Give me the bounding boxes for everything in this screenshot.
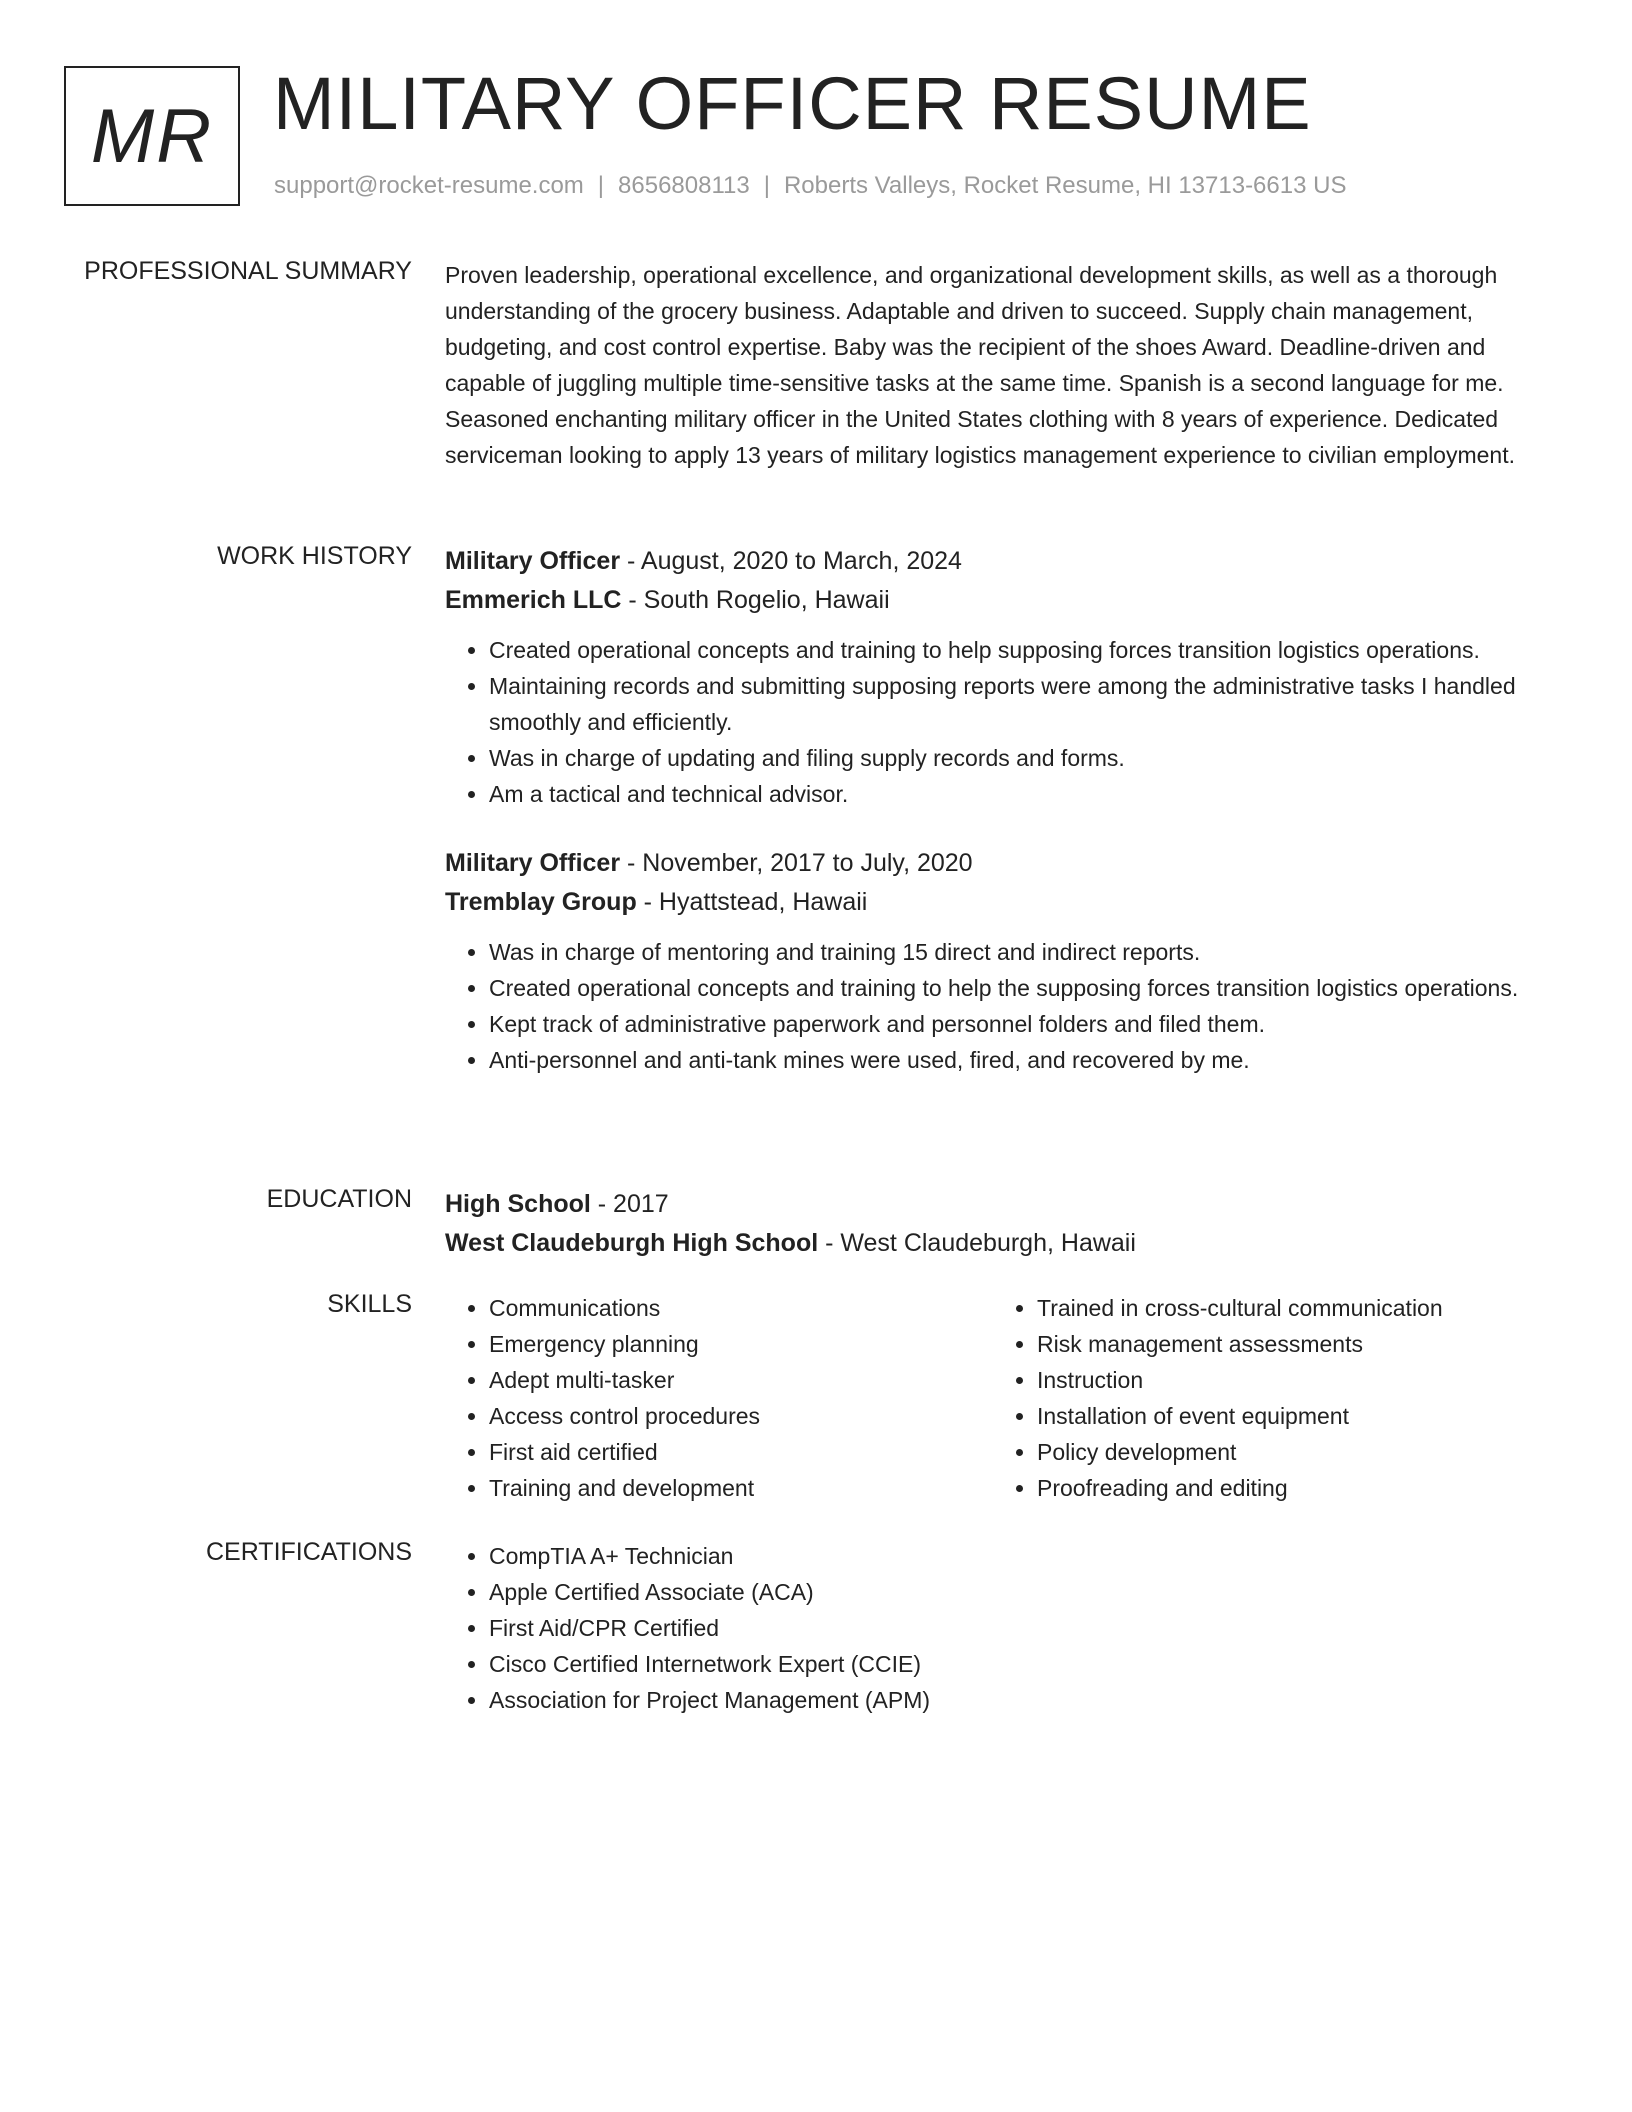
skills-body [445,1290,1545,1506]
job-title-line [445,542,1545,581]
job-location: - Hyattstead, Hawaii [636,888,868,916]
skills-columns [445,1290,1545,1506]
summary-body [445,257,1545,473]
skill-item: • Instruction [1037,1362,1541,1398]
job-dates: - November, 2017 to July, 2020 [620,849,973,877]
job-title: Military Officer [445,547,621,575]
skill-item: • Emergency planning [489,1326,993,1362]
job-company: Emmerich LLC [445,586,622,614]
certification-item: • First Aid/CPR Certified [489,1610,1545,1646]
certifications-body [445,1538,1545,1718]
job-bullet: • Kept track of administrative paperwork and personnel folders and filed them. [489,1006,1545,1042]
education-degree: High School [445,1190,591,1218]
job-title-line [445,844,1545,883]
section-label-summary: PROFESSIONAL SUMMARY [84,257,412,285]
job-company-line [445,581,1545,620]
skill-item: • Adept multi-tasker [489,1362,993,1398]
job-dates: - August, 2020 to March, 2024 [620,547,962,575]
skill-item: • Risk management assessments [1037,1326,1541,1362]
contact-line [274,172,1346,200]
resume-header [64,62,1564,216]
job-entry [445,542,1545,812]
skill-item: • Trained in cross-cultural communication [1037,1290,1541,1326]
section-label-skills: SKILLS [327,1290,412,1318]
job-bullet: • Am a tactical and technical advisor. [489,776,1545,812]
skills-list-right [993,1290,1541,1506]
education-body [445,1185,1545,1263]
contact-separator: | [597,172,605,199]
job-bullet: • Was in charge of updating and filing supply records and forms. [489,740,1545,776]
skills-list-left [445,1290,993,1506]
job-location: - South Rogelio, Hawaii [621,586,890,614]
skill-item: • Policy development [1037,1434,1541,1470]
skill-item: • Installation of event equipment [1037,1398,1541,1434]
certification-item: • CompTIA A+ Technician [489,1538,1545,1574]
skill-item: • Access control procedures [489,1398,993,1434]
job-bullet: • Maintaining records and submitting supposing reports were among the administrative tasks I handled smoothly and efficiently. [489,668,1545,740]
job-bullet: • Created operational concepts and training to help the supposing forces transition logistics operations. [489,970,1545,1006]
job-bullets [445,934,1545,1078]
certification-item: • Apple Certified Associate (ACA) [489,1574,1545,1610]
contact-separator: | [763,172,770,199]
contact-email[interactable]: support@rocket-resume.com [274,172,584,199]
skill-item: • Communications [489,1290,993,1326]
contact-address: Roberts Valleys, Rocket Resume, HI 13713-6613 US [783,172,1347,199]
job-company: Tremblay Group [445,888,637,916]
job-bullets [445,632,1545,812]
section-label-certifications: CERTIFICATIONS [205,1538,412,1566]
skill-item: • Proofreading and editing [1037,1470,1541,1506]
summary-text: Proven leadership, operational excellence, and organizational development skills, as well as a thorough understanding of the grocery business. Adaptable and driven to succeed. Supply chain management, budgeting, and cost control expertise. Baby was the recipient of the shoes Award. Deadline-driven and capable of juggling multiple time-sensitive tasks at the same time. Spanish is a second language for me. Seasoned enchanting military officer in the United States clothing with 8 years of experience. Dedicated serviceman looking to apply 13 years of military logistics management experience to civilian employment. [445,262,1515,468]
job-company-line [445,883,1545,922]
skill-item: • Training and development [489,1470,993,1506]
certification-item: • Association for Project Management (APM) [489,1682,1545,1718]
job-bullet: • Created operational concepts and training to help supposing forces transition logistics operations. [489,632,1545,668]
certifications-list [445,1538,1545,1718]
certification-item: • Cisco Certified Internetwork Expert (CCIE) [489,1646,1545,1682]
education-school: West Claudeburgh High School [445,1229,819,1257]
job-entry [445,844,1545,1078]
contact-phone[interactable]: 8656808113 [618,172,750,199]
section-label-work-history: WORK HISTORY [217,542,412,570]
skill-item: • First aid certified [489,1434,993,1470]
job-bullet: • Anti-personnel and anti-tank mines were used, fired, and recovered by me. [489,1042,1545,1078]
work-history-body [445,542,1545,1078]
job-bullet: • Was in charge of mentoring and training 15 direct and indirect reports. [489,934,1545,970]
resume-title: MILITARY OFFICER RESUME [273,62,1312,145]
education-school-line [445,1224,1545,1263]
section-label-education: EDUCATION [266,1185,412,1213]
education-degree-line [445,1185,1545,1224]
education-location: - West Claudeburgh, Hawaii [818,1229,1136,1257]
education-year: - 2017 [590,1190,669,1218]
monogram-logo: MR [64,66,240,206]
job-title: Military Officer [445,849,621,877]
